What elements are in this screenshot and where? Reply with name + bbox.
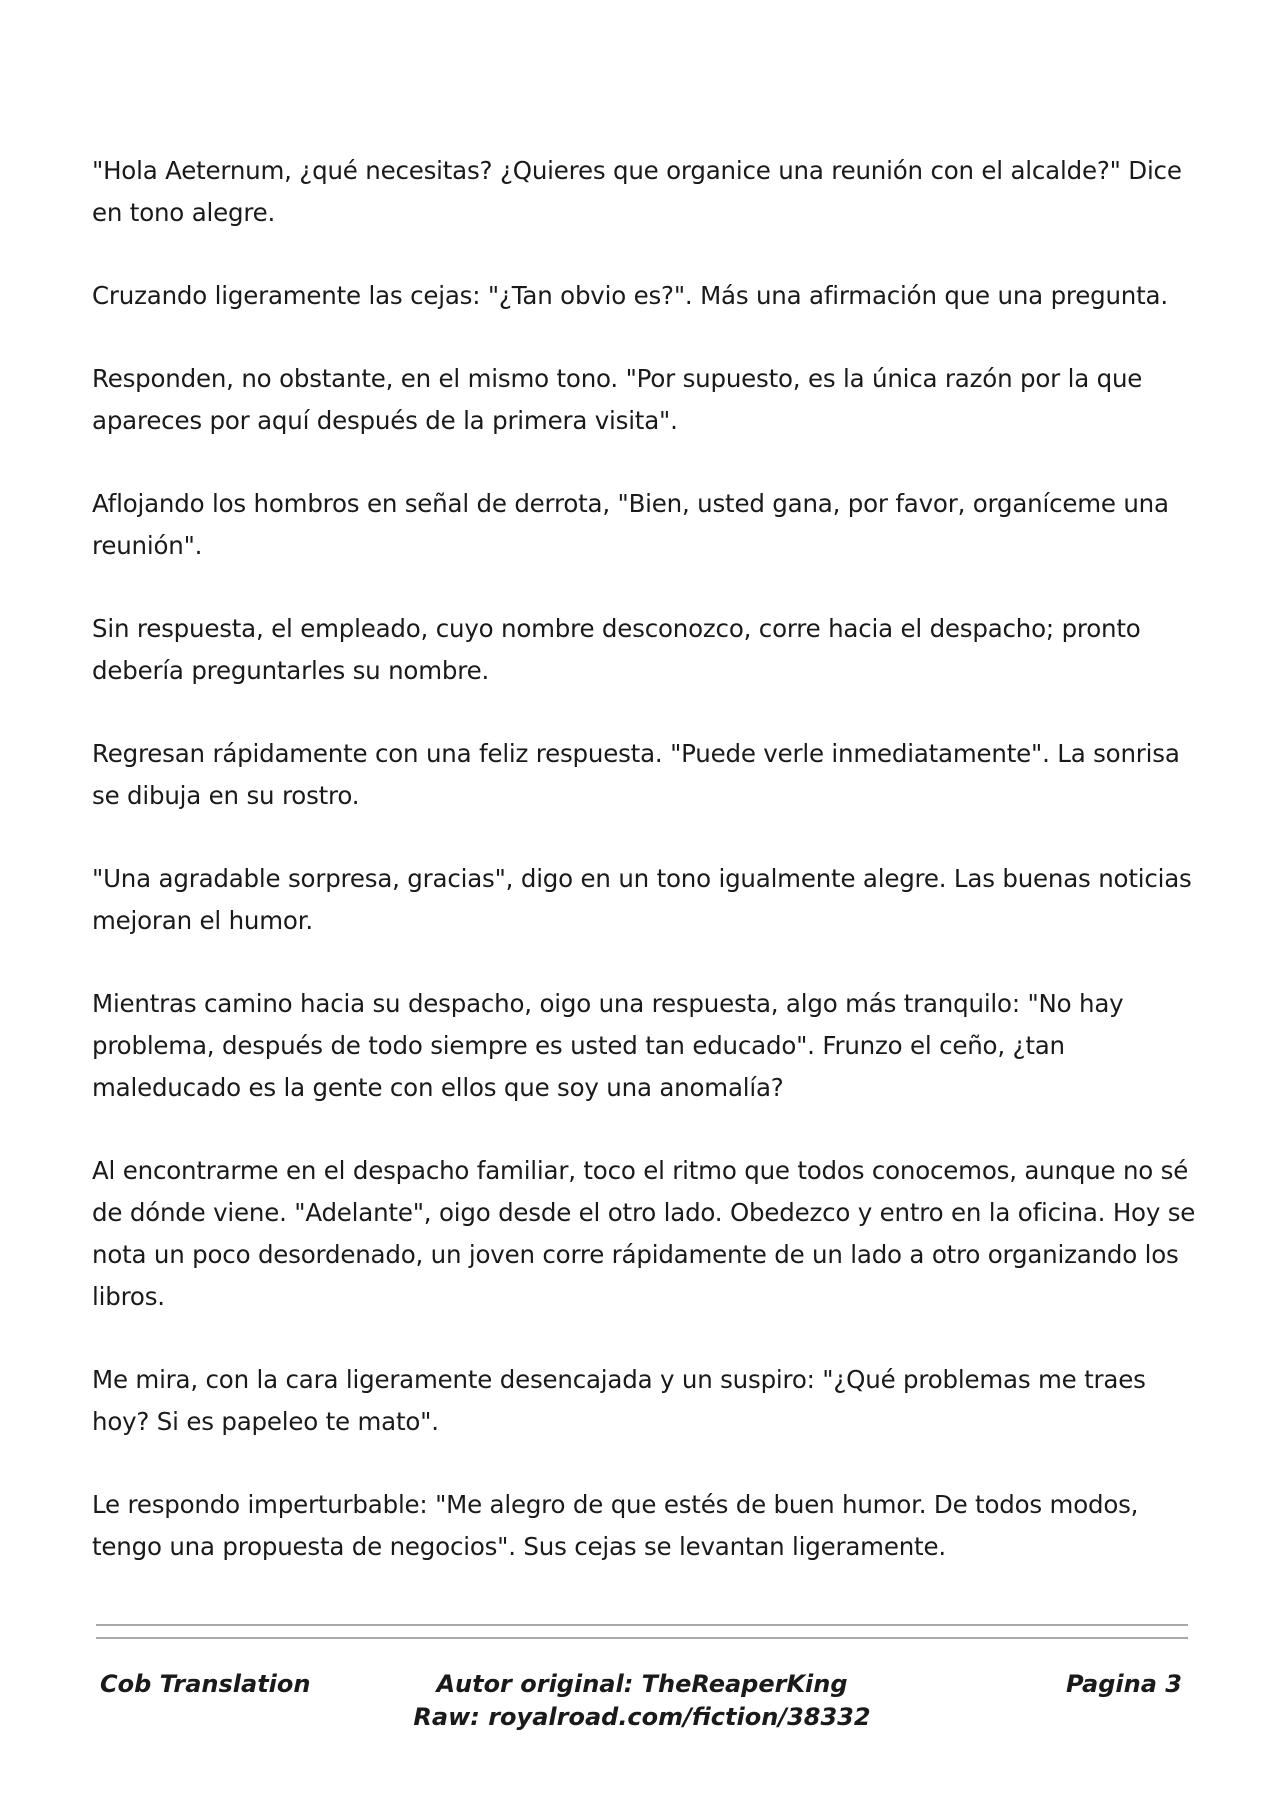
page-footer xyxy=(96,1668,1188,1748)
footer-author: Autor original: TheReaperKing xyxy=(436,1670,848,1698)
paragraph: "Hola Aeternum, ¿qué necesitas? ¿Quieres que organice una reunión con el alcalde?" Dice en tono alegre. xyxy=(92,156,1182,227)
paragraph: Sin respuesta, el empleado, cuyo nombre desconozco, corre hacia el despacho; pronto debería preguntarles su nombre. xyxy=(92,614,1141,685)
paragraph: Al encontrarme en el despacho familiar, toco el ritmo que todos conocemos, aunque no sé de dónde viene. "Adelante", oigo desde el otro lado. Obedezco y entro en la oficina. Hoy se nota un poco desordenado, un joven corre rápidamente de un lado a otro organizando los libros. xyxy=(92,1156,1196,1311)
paragraph: Mientras camino hacia su despacho, oigo una respuesta, algo más tranquilo: "No hay problema, después de todo siempre es usted tan educado". Frunzo el ceño, ¿tan maleducado es la gente con ellos que soy una anomalía? xyxy=(92,989,1124,1102)
footer-credits xyxy=(96,1668,1188,1734)
page-number: Pagina 3 xyxy=(1066,1670,1182,1698)
footer-divider-top xyxy=(96,1624,1188,1626)
paragraph: "Una agradable sorpresa, gracias", digo en un tono igualmente alegre. Las buenas noticias mejoran el humor. xyxy=(92,864,1192,935)
paragraph: Responden, no obstante, en el mismo tono. "Por supuesto, es la única razón por la que apareces por aquí después de la primera visita". xyxy=(92,364,1143,435)
footer-translator: Cob Translation xyxy=(100,1670,311,1698)
paragraph: Regresan rápidamente con una feliz respuesta. "Puede verle inmediatamente". La sonrisa se dibuja en su rostro. xyxy=(92,739,1180,810)
paragraph: Me mira, con la cara ligeramente desencajada y un suspiro: "¿Qué problemas me traes hoy? Si es papeleo te mato". xyxy=(92,1365,1146,1436)
paragraph: Cruzando ligeramente las cejas: "¿Tan obvio es?". Más una afirmación que una pregunta. xyxy=(92,281,1168,310)
paragraph: Aflojando los hombros en señal de derrota, "Bien, usted gana, por favor, organíceme una reunión". xyxy=(92,489,1169,560)
paragraph: Le respondo imperturbable: "Me alegro de que estés de buen humor. De todos modos, tengo una propuesta de negocios". Sus cejas se levantan ligeramente. xyxy=(92,1490,1139,1561)
footer-divider-bottom xyxy=(96,1637,1188,1639)
body-text xyxy=(92,150,1202,1609)
footer-source: Raw: royalroad.com/fiction/38332 xyxy=(413,1703,871,1731)
